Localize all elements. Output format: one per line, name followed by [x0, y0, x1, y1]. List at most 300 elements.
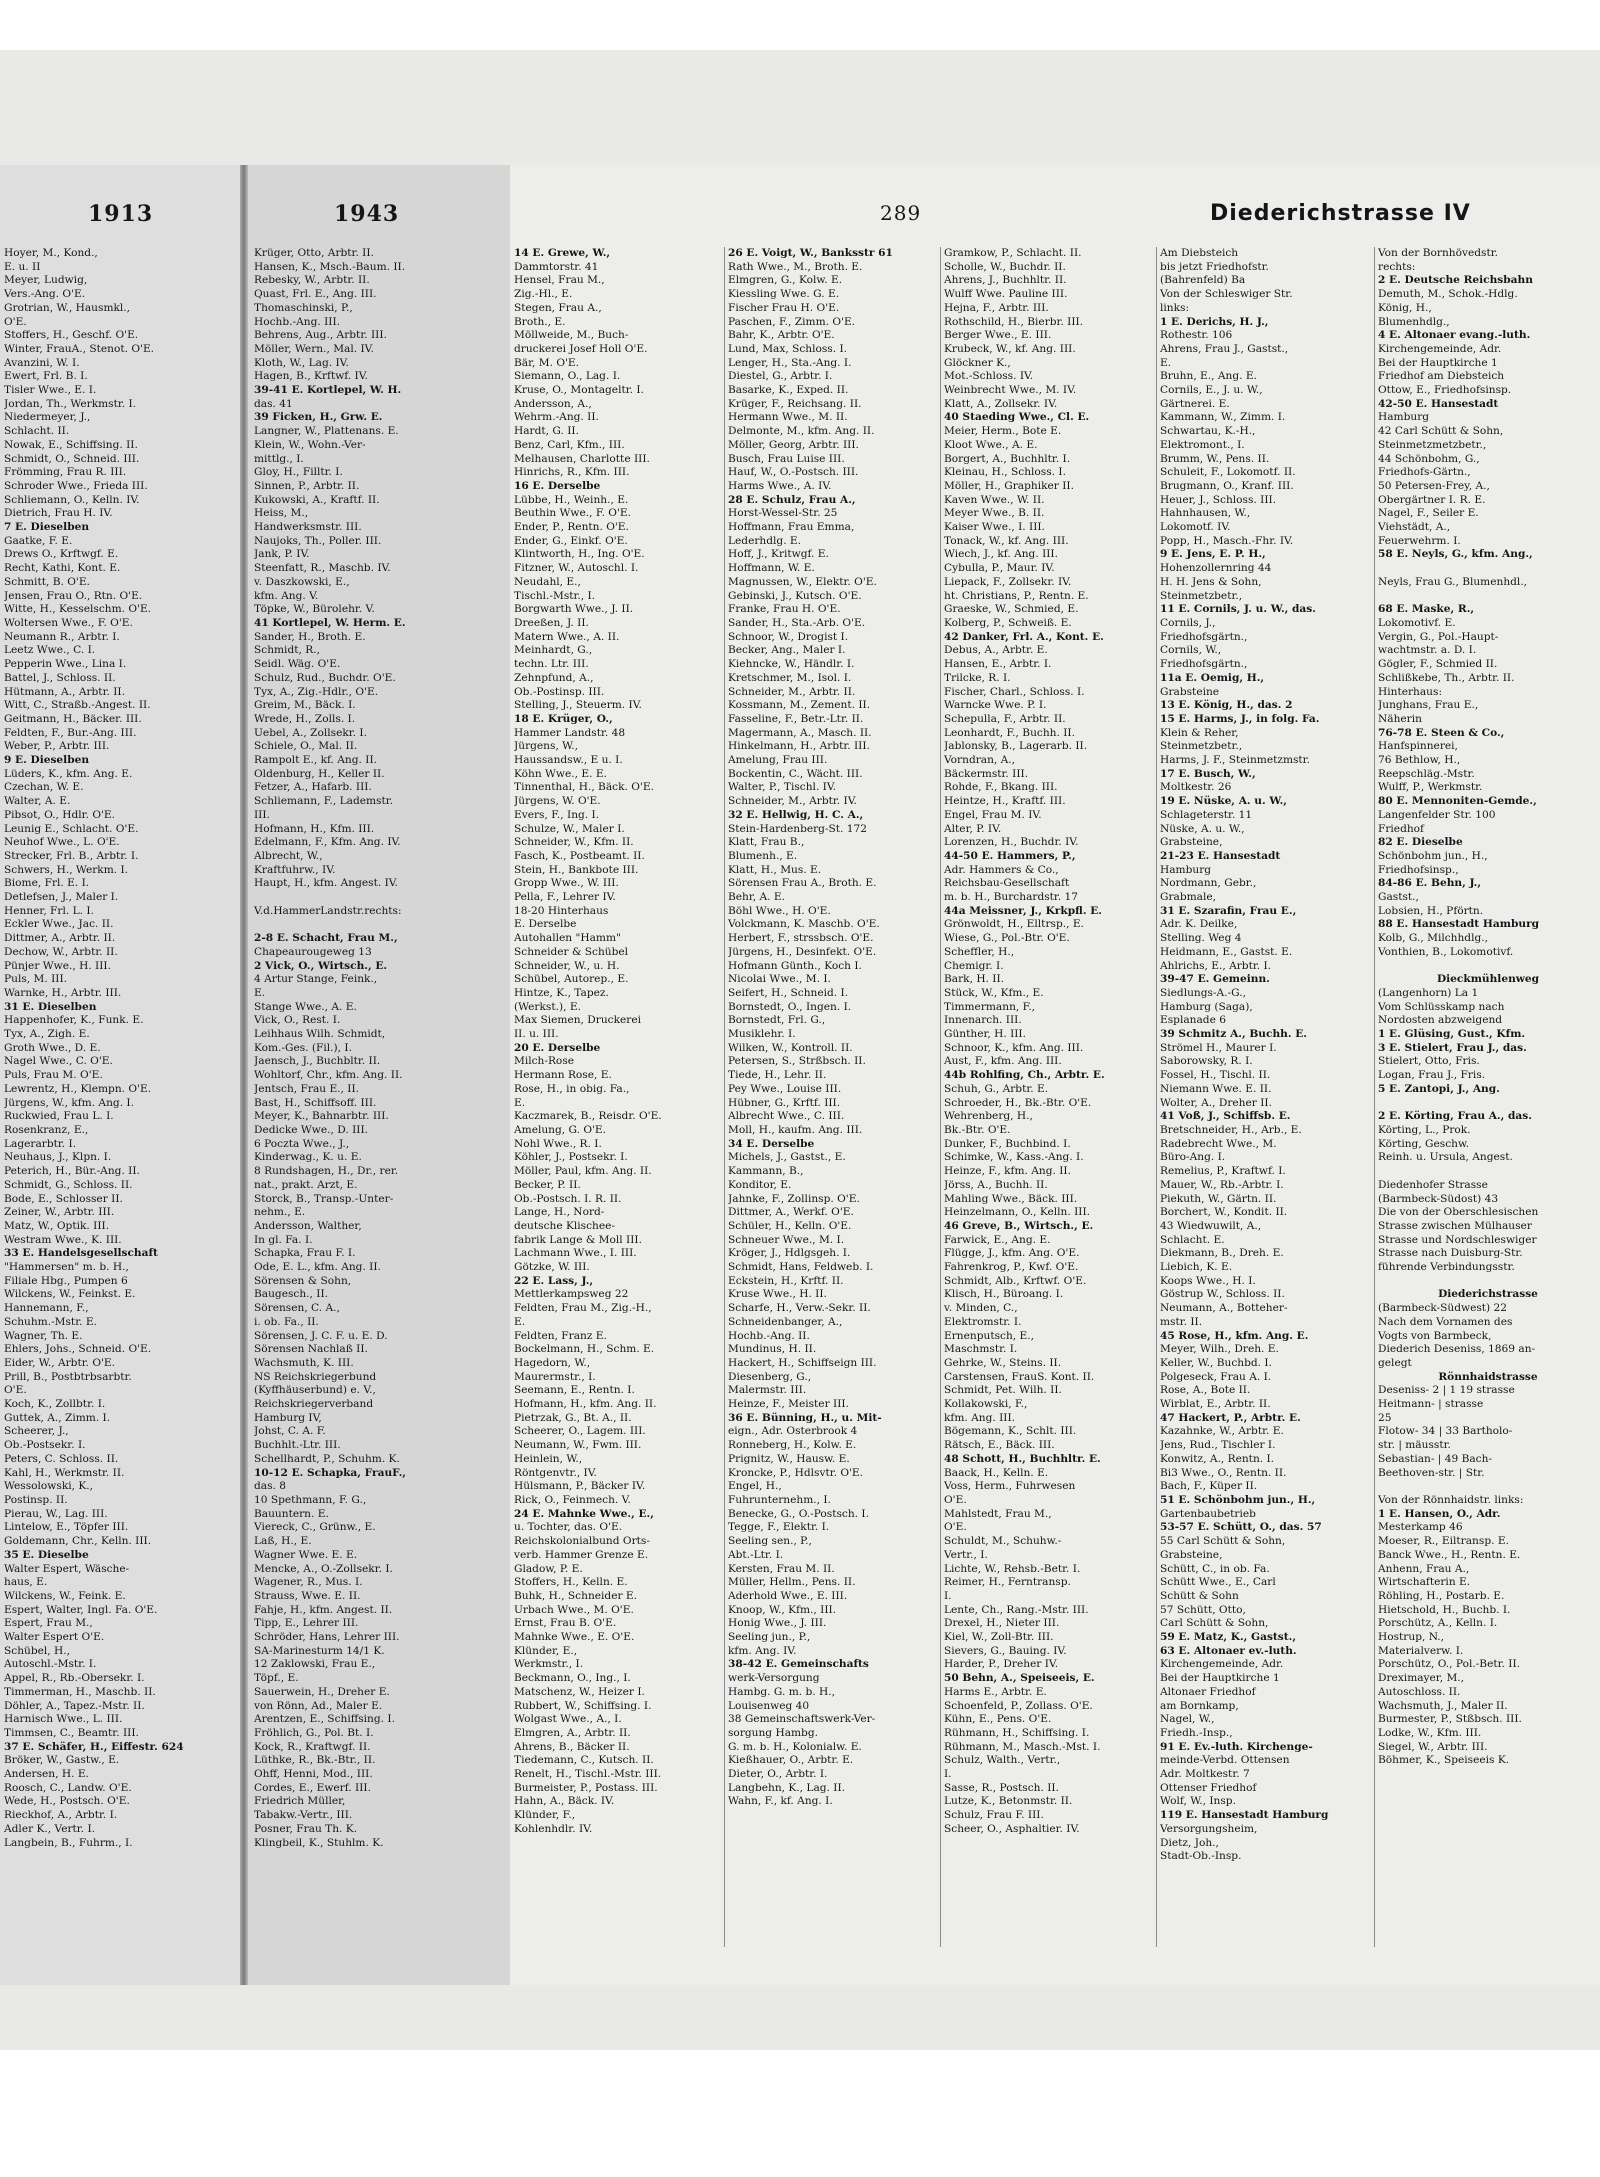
directory-line: Nohl Wwe., R. I. [514, 1137, 602, 1150]
directory-line: 16 E. Derselbe [514, 479, 601, 492]
directory-line: Diestel, G., Arbtr. I. [728, 370, 833, 383]
directory-line: Kammann, W., Zimm. I. [1160, 411, 1286, 424]
directory-line: Schulz, Frau F. III. [944, 1809, 1044, 1822]
directory-line: Grönwoldt, H., Elltrsp., E. [944, 918, 1084, 931]
directory-line: Heiss, M., [254, 507, 309, 520]
directory-line: Chapeaurougeweg 13 [254, 945, 372, 958]
directory-line: Tiede, H., Lehr. II. [728, 1069, 827, 1082]
directory-line: Baugesch., II. [254, 1288, 329, 1301]
directory-line: Kirchengemeinde, Adr. [1160, 1658, 1284, 1671]
directory-line: 31 E. Szarafin, Frau E., [1160, 904, 1297, 917]
directory-line: Schneuer Wwe., M. I. [728, 1233, 845, 1246]
directory-line: Friedhofsinsp., [1378, 863, 1459, 876]
directory-line: Jürgens, W., kfm. Ang. I. [4, 1096, 134, 1109]
directory-line: Laß, H., E. [254, 1535, 312, 1548]
directory-line: Delmonte, M., kfm. Ang. II. [728, 425, 875, 438]
directory-line: Dammtorstr. 41 [514, 260, 599, 273]
directory-line: 40 Staeding Wwe., Cl. E. [944, 411, 1090, 424]
directory-line: 39 Ficken, H., Grw. E. [254, 411, 383, 424]
directory-line: Schmidt, R., [254, 644, 320, 657]
directory-line: Bornstedt, Frl. G., [728, 1014, 826, 1027]
directory-line: E. [514, 1315, 526, 1328]
directory-line: Cornils, E., J. u. W., [1160, 384, 1263, 397]
directory-line: Matern Wwe., A. II. [514, 630, 620, 643]
directory-line: Aderhold Wwe., E. III. [728, 1589, 848, 1602]
directory-line: Kleinau, H., Schloss. I. [944, 466, 1066, 479]
directory-line: König, H., [1378, 301, 1432, 314]
directory-line: Schepulla, F., Arbtr. II. [944, 712, 1066, 725]
directory-line: 82 E. Dieselbe [1378, 836, 1463, 849]
directory-line: Möller, Georg, Arbtr. III. [728, 438, 859, 451]
directory-line: 2 E. Körting, Frau A., das. [1378, 1110, 1532, 1123]
directory-line: Klingbeil, K., Stuhlm. K. [254, 1836, 384, 1849]
directory-line: Bi3 Wwe., O., Rentn. II. [1160, 1466, 1287, 1479]
directory-line: 2-8 E. Schacht, Frau M., [254, 932, 398, 945]
directory-line: Mahling Wwe., Bäck. III. [944, 1192, 1078, 1205]
directory-line: Stück, W., Kfm., E. [944, 986, 1044, 999]
directory-line: Feldten, F., Bur.-Ang. III. [4, 726, 137, 739]
directory-line: Berger Wwe., E. III. [944, 329, 1052, 342]
directory-line: eign., Adr. Osterbrook 4 [728, 1425, 858, 1438]
directory-line: Basarke, K., Exped. II. [728, 384, 849, 397]
directory-line: 10-12 E. Schapka, FrauF., [254, 1466, 406, 1479]
directory-line: III. [254, 808, 270, 821]
directory-line: Hinkelmann, H., Arbtr. III. [728, 740, 870, 753]
directory-line: Langenfelder Str. 100 [1378, 808, 1496, 821]
directory-line: Tyx, A., Zig.-Hdlr., O'E. [254, 685, 379, 698]
directory-line: Andersen, H. E. [4, 1768, 89, 1781]
directory-line: druckerei Josef Holl O'E. [514, 342, 648, 355]
directory-line: Bauuntern. E. [254, 1507, 329, 1520]
directory-line: H. H. Jens & Sohn, [1160, 575, 1262, 588]
directory-line: 51 E. Schönbohm jun., H., [1160, 1493, 1316, 1506]
directory-line: Jahnke, F., Zollinsp. O'E. [728, 1192, 860, 1205]
directory-line: Abt.-Ltr. I. [728, 1548, 784, 1561]
directory-line: Flotow- 34 | 33 Bartholo- [1378, 1425, 1513, 1438]
directory-line: Witte, H., Kesselschm. O'E. [4, 603, 152, 616]
directory-line: Espert, Walter, Ingl. Fa. O'E. [4, 1603, 158, 1616]
directory-line: Aust, F., kfm. Ang. III. [944, 1055, 1062, 1068]
directory-line: E. [254, 986, 266, 999]
directory-line: Burmester, P., Stßbsch. III. [1378, 1713, 1522, 1726]
directory-line: Anhenn, Frau A., [1378, 1562, 1470, 1575]
directory-line: Benecke, G., O.-Postsch. I. [728, 1507, 869, 1520]
directory-line: Meinhardt, G., [514, 644, 593, 657]
directory-line: Jablonsky, B., Lagerarb. II. [944, 740, 1088, 753]
directory-line: Vom Schlüsskamp nach [1378, 1000, 1505, 1013]
directory-line: Schütt Wwe., E., Carl [1160, 1576, 1276, 1589]
directory-line: Fröhlich, G., Pol. Bt. I. [254, 1726, 374, 1739]
directory-line [1378, 1165, 1598, 1179]
directory-line: Grabsteine, [1160, 836, 1223, 849]
directory-line: Steinmetzmetzbetr., [1378, 438, 1487, 451]
directory-line: 21-23 E. Hansestadt [1160, 849, 1281, 862]
directory-line: das. 8 [254, 1480, 287, 1493]
directory-line: Gögler, F., Schmied II. [1378, 658, 1498, 671]
directory-line: Siegel, W., Arbtr. III. [1378, 1740, 1488, 1753]
directory-line: Thomaschinski, P., [254, 301, 353, 314]
directory-line: Meyer, Wilh., Dreh. E. [1160, 1343, 1279, 1356]
directory-line: Pünjer Wwe., H. III. [4, 959, 111, 972]
directory-line: Langbein, B., Fuhrm., I. [4, 1836, 133, 1849]
directory-line: Matz, W., Optik. III. [4, 1219, 110, 1232]
directory-line: Bei der Hauptkirche 1 [1378, 356, 1498, 369]
column-rule [1374, 247, 1375, 1947]
directory-line: Gramkow, P., Schlacht. II. [944, 247, 1082, 259]
directory-line: Stein, H., Bankbote III. [514, 863, 639, 876]
directory-line: Kühn, E., Pens. O'E. [944, 1713, 1052, 1726]
directory-line: Konwitz, A., Rentn. I. [1160, 1452, 1275, 1465]
directory-line: Tiedemann, C., Kutsch. II. [514, 1754, 654, 1767]
directory-line: mstr. II. [1160, 1315, 1203, 1328]
directory-line: I. [944, 1589, 952, 1602]
directory-line: Möller, Wern., Mal. IV. [254, 342, 374, 355]
directory-line: E. [514, 1096, 526, 1109]
column-rule [940, 247, 941, 1947]
directory-line: Bär, M. O'E. [514, 356, 580, 369]
directory-line: Leetz Wwe., C. I. [4, 644, 96, 657]
directory-line: Köhn Wwe., E. E. [514, 767, 607, 780]
directory-line: Paschen, F., Zimm. O'E. [728, 315, 856, 328]
directory-line: E. Derselbe [514, 918, 577, 931]
directory-line: Jürgens, W., [514, 740, 578, 753]
directory-line: Lokomotivf. E. [1378, 616, 1456, 629]
directory-line: Bäckermstr. III. [944, 767, 1029, 780]
directory-line: Chemigr. I. [944, 959, 1004, 972]
middle-page-fragment [248, 165, 510, 1985]
directory-line: Kukowski, A., Kraftf. II. [254, 493, 380, 506]
directory-line: 9 E. Dieselben [4, 754, 90, 767]
directory-line: Schlacht. II. [4, 425, 70, 438]
directory-line: Grabsteine [1160, 685, 1220, 698]
directory-line: Cordes, E., Ewerf. III. [254, 1781, 371, 1794]
directory-line: Lund, Max, Schloss. I. [728, 342, 848, 355]
directory-line: wachtmstr. a. D. I. [1378, 644, 1477, 657]
directory-line: Lorenzen, H., Buchdr. IV. [944, 836, 1079, 849]
directory-line: Köhler, J., Postsekr. I. [514, 1151, 628, 1164]
directory-line: Hanfspinnerei, [1378, 740, 1458, 753]
directory-line: meinde-Verbd. Ottensen [1160, 1754, 1290, 1767]
directory-line: Pella, F., Lehrer IV. [514, 891, 616, 904]
directory-line: Fischer, Charl., Schloss. I. [944, 685, 1085, 698]
directory-line: Von der Bornhövedstr. [1378, 247, 1498, 259]
directory-line: Hansen, K., Msch.-Baum. II. [254, 260, 406, 273]
directory-line: Walter Espert O'E. [4, 1631, 105, 1644]
directory-line: 9 E. Jens, E. P. H., [1160, 548, 1266, 561]
main-page [510, 165, 1600, 1985]
directory-line: Friedhof [1378, 822, 1424, 835]
directory-line: Ohff, Henni, Mod., III. [254, 1768, 373, 1781]
directory-line: Schlißkebe, Th., Arbtr. II. [1378, 671, 1515, 684]
directory-line: Max Siemen, Druckerei [514, 1014, 642, 1027]
directory-line: Harder, P., Dreher IV. [944, 1658, 1059, 1671]
directory-line: Klisch, H., Büroang. I. [944, 1288, 1064, 1301]
directory-line: Nüske, A. u. W., [1160, 822, 1245, 835]
directory-line: Viereck, C., Grünw., E. [254, 1521, 376, 1534]
directory-line: Melhausen, Charlotte III. [514, 452, 650, 465]
directory-line: Biome, Frl. E. I. [4, 877, 90, 890]
directory-line: 34 E. Derselbe [728, 1137, 815, 1150]
directory-line: 41 Kortlepel, W. Herm. E. [254, 616, 406, 629]
directory-line: Walter Espert, Wäsche- [4, 1562, 130, 1575]
directory-line: 53-57 E. Schütt, O., das. 57 [1160, 1521, 1322, 1534]
directory-line: Nach dem Vornamen des [1378, 1315, 1513, 1328]
directory-line: Neudahl, E., [514, 575, 581, 588]
directory-line: 13 E. König, H., das. 2 [1160, 699, 1293, 712]
directory-line: kfm. Ang. V. [254, 589, 319, 602]
directory-line: Hinrichs, R., Kfm. III. [514, 466, 630, 479]
directory-line: Westram Wwe., K. III. [4, 1233, 122, 1246]
directory-line [1378, 590, 1598, 604]
directory-line: Hauf, W., O.-Postsch. III. [728, 466, 859, 479]
directory-line: Timmermann, F., [944, 1000, 1036, 1013]
directory-line: Peterich, H., Bür.-Ang. II. [4, 1165, 140, 1178]
directory-line: Timmsen, C., Beamtr. III. [4, 1726, 139, 1739]
directory-line: Esplanade 6 [1160, 1014, 1226, 1027]
directory-line: Borchert, W., Kondit. II. [1160, 1206, 1288, 1219]
directory-line: Fitzner, W., Autoschl. I. [514, 562, 639, 575]
directory-line: Kock, R., Kraftwgf. II. [254, 1740, 371, 1753]
directory-line: Stoffers, H., Geschf. O'E. [4, 329, 139, 342]
column-rule [1156, 247, 1157, 1947]
directory-line: Schütt & Sohn [1160, 1589, 1239, 1602]
directory-line: Zehnpfund, A., [514, 671, 594, 684]
directory-line: Tisler Wwe., E. I. [4, 384, 97, 397]
directory-line: Ode, E. L., kfm. Ang. II. [254, 1261, 381, 1274]
directory-line: 11 E. Cornils, J. u. W., das. [1160, 603, 1316, 616]
directory-line: Kazahnke, W., Arbtr. E. [1160, 1425, 1284, 1438]
directory-line: Hardt, G. II. [514, 425, 579, 438]
directory-line: Ernst, Frau B. O'E. [514, 1617, 617, 1630]
directory-line: Ahrens, B., Bäcker II. [514, 1740, 630, 1753]
directory-line: Klatt, H., Mus. E. [728, 863, 822, 876]
directory-line: Göstrup W., Schloss. II. [1160, 1288, 1285, 1301]
directory-line: Heinze, F., kfm. Ang. II. [944, 1165, 1071, 1178]
directory-line: Gebinski, J., Kutsch. O'E. [728, 589, 862, 602]
directory-line: Schmidt, O., Schneid. III. [4, 452, 140, 465]
directory-line: Ewert, Frl. B. I. [4, 370, 88, 383]
directory-line: Jürgens, W. O'E. [514, 795, 601, 808]
directory-line: von Rönn, Ad., Maler E. [254, 1699, 383, 1712]
directory-line: Wilken, W., Kontroll. II. [728, 1041, 853, 1054]
directory-line: (Barmbeck-Südost) 43 [1378, 1192, 1499, 1205]
directory-line: gelegt [1378, 1356, 1412, 1369]
directory-line: 1 E. Glüsing, Gust., Kfm. [1378, 1028, 1526, 1041]
directory-line: NS Reichskriegerbund [254, 1370, 377, 1383]
directory-line: Leunig E., Schlacht. O'E. [4, 822, 139, 835]
directory-line: Kinderwag., K. u. E. [254, 1151, 362, 1164]
directory-line: Meier, Herm., Bote E. [944, 425, 1062, 438]
directory-line: Liepack, F., Zollsekr. IV. [944, 575, 1072, 588]
directory-line: Stein-Hardenberg-St. 172 [728, 822, 868, 835]
directory-line: Körting, L., Prok. [1378, 1124, 1471, 1136]
directory-line: 39-47 E. Gemeinn. [1160, 973, 1270, 986]
directory-line: Posner, Frau Th. K. [254, 1822, 358, 1835]
directory-line: Frömming, Frau R. III. [4, 466, 127, 479]
directory-line: Avanzini, W. I. [4, 356, 80, 369]
column-mid [254, 247, 506, 1850]
directory-line: Steenfatt, R., Maschb. IV. [254, 562, 391, 575]
directory-line: Friedh.-Insp., [1160, 1726, 1233, 1739]
directory-line: 44a Meissner, J., Krkpfl. E. [944, 904, 1102, 917]
directory-line: Witt, C., Straßb.-Angest. II. [4, 699, 151, 712]
column-6 [1160, 247, 1372, 1864]
directory-line: Heinze, F., Meister III. [728, 1398, 849, 1411]
directory-line: O'E. [4, 1384, 27, 1397]
directory-line: Kruse Wwe., H. II. [728, 1288, 827, 1301]
directory-line: Schmidt, Alb., Krftwf. O'E. [944, 1274, 1087, 1287]
directory-line: Tabakw.-Vertr., III. [254, 1809, 353, 1822]
directory-line: Rampolt E., kf. Ang. II. [254, 754, 378, 767]
directory-line: Heinzelmann, O., Kelln. III. [944, 1206, 1091, 1219]
directory-line: 11a E. Oemig, H., [1160, 671, 1265, 684]
directory-line: Möllweide, M., Buch- [514, 329, 629, 342]
directory-line: Andersson, A., [514, 397, 592, 410]
directory-line: Tipp, E., Lehrer III. [254, 1617, 359, 1630]
directory-line: Herbert, F., strssbsch. O'E. [728, 932, 874, 945]
directory-line: Hietschold, H., Buchb. I. [1378, 1603, 1511, 1616]
directory-line: Schneider, W., Kfm. II. [514, 836, 634, 849]
directory-line: Konditor, E. [728, 1178, 792, 1191]
directory-line: Hackert, H., Schiffseign III. [728, 1356, 877, 1369]
directory-line [1378, 960, 1598, 974]
directory-line: Rath Wwe., M., Broth. E. [728, 260, 863, 273]
directory-line: Elektromstr. I. [944, 1315, 1022, 1328]
directory-line: Schneidenbanger, A., [728, 1315, 843, 1328]
directory-line: O'E. [944, 1493, 967, 1506]
directory-line: Kruse, O., Montageltr. I. [514, 384, 644, 397]
directory-line: Schliemann, F., Lademstr. [254, 795, 394, 808]
directory-line: Lagerarbtr. I. [4, 1137, 77, 1150]
directory-line: deutsche Klischee- [514, 1219, 615, 1232]
directory-line: Mauer, W., Rb.-Arbtr. I. [1160, 1178, 1284, 1191]
directory-line: Rothschild, H., Bierbr. III. [944, 315, 1084, 328]
directory-line: Flügge, J., kfm. Ang. O'E. [944, 1247, 1080, 1260]
directory-line: E. [1160, 356, 1172, 369]
directory-line: Kloot Wwe., A. E. [944, 438, 1038, 451]
directory-line: Keller, W., Buchbd. I. [1160, 1356, 1272, 1369]
directory-line: Storck, B., Transp.-Unter- [254, 1192, 394, 1205]
directory-line: Wehrenberg, H., [944, 1110, 1033, 1123]
directory-line: Seifert, H., Schneid. I. [728, 986, 849, 999]
directory-line: Schneider & Schübel [514, 945, 629, 958]
directory-line: Gladow, P. E. [514, 1562, 583, 1575]
directory-line: Friedhofsgärtn., [1160, 658, 1248, 671]
directory-line: (Langenhorn) La 1 [1378, 986, 1479, 999]
directory-line: v. Daszkowski, E., [254, 575, 350, 588]
directory-line: Tinnenthal, H., Bäck. O'E. [514, 781, 654, 794]
directory-line: Neuhaus, J., Klpn. I. [4, 1151, 112, 1164]
column-4 [728, 247, 938, 1809]
directory-line: Harms Wwe., A. IV. [728, 479, 832, 492]
directory-line: Moeser, R., Eiltransp. E. [1378, 1535, 1509, 1548]
directory-line: Schmidt, Hans, Feldweb. I. [728, 1261, 874, 1274]
directory-line: techn. Ltr. III. [514, 658, 589, 671]
directory-line: Koch, K., Zollbtr. I. [4, 1398, 106, 1411]
directory-line: Vers.-Ang. O'E. [4, 288, 86, 301]
directory-line: Kohlenhdlr. IV. [514, 1822, 593, 1835]
directory-line: Näherin [1378, 712, 1422, 725]
directory-line: Louisenweg 40 [728, 1699, 810, 1712]
directory-line: Friedhofsgärtn., [1160, 630, 1248, 643]
directory-line: Vonthien, B., Lokomotivf. [1378, 945, 1514, 958]
directory-line: Dunker, F., Buchbind. I. [944, 1137, 1071, 1150]
directory-line: Lobsien, H., Pförtn. [1378, 904, 1484, 917]
directory-line: 47 Hackert, P., Arbtr. E. [1160, 1411, 1301, 1424]
directory-line: Bk.-Btr. O'E. [944, 1124, 1011, 1136]
directory-line: Schulz, Walth., Vertr., [944, 1754, 1061, 1767]
directory-line: Harnisch Wwe., L. III. [4, 1713, 123, 1726]
directory-line: 3 E. Stielert, Frau J., das. [1378, 1041, 1527, 1054]
directory-line: Naujoks, Th., Poller. III. [254, 534, 382, 547]
directory-line: Volckmann, K. Maschb. O'E. [728, 918, 880, 931]
left-page-fragment [0, 165, 240, 1985]
directory-line: Brugmann, O., Kranf. III. [1160, 479, 1294, 492]
directory-line: Meyer, Ludwig, [4, 274, 88, 287]
directory-line: Eider, W., Arbtr. O'E. [4, 1356, 116, 1369]
directory-line: Rätsch, E., Bäck. III. [944, 1439, 1055, 1452]
directory-line: Graeske, W., Schmied, E. [944, 603, 1079, 616]
directory-line: Schneider, W., u. H. [514, 959, 620, 972]
directory-line: Wagner Wwe. E. E. [254, 1548, 358, 1561]
directory-line: Ender, P., Rentn. O'E. [514, 521, 629, 534]
directory-line: Dedicke Wwe., D. III. [254, 1124, 369, 1136]
directory-line: Walter, A. E. [4, 795, 71, 808]
directory-line: Pey Wwe., Louise III. [728, 1082, 842, 1095]
directory-line: Fetzer, A., Hafarb. III. [254, 781, 372, 794]
directory-line: Blumenh., E. [728, 849, 798, 862]
directory-line: ht. Christians, P., Rentn. E. [944, 589, 1089, 602]
directory-line: 57 Schütt, Otto, [1160, 1603, 1246, 1616]
directory-line: Warnke, H., Arbtr. III. [4, 986, 122, 999]
directory-line: Rühmann, M., Masch.-Mst. I. [944, 1740, 1101, 1753]
directory-line: Ottow, E., Friedhofsinsp. [1378, 384, 1512, 397]
directory-line: 19 E. Nüske, A. u. W., [1160, 795, 1287, 808]
directory-line: Vergin, G., Pol.-Haupt- [1378, 630, 1499, 643]
directory-line: Fasseline, F., Betr.-Ltr. II. [728, 712, 864, 725]
directory-line: 119 E. Hansestadt Hamburg [1160, 1809, 1329, 1822]
directory-line: Hansen, E., Arbtr. I. [944, 658, 1052, 671]
directory-line: Wrede, H., Zolls. I. [254, 712, 356, 725]
directory-line: 33 E. Handelsgesellschaft [4, 1247, 158, 1260]
directory-line: Harms, J. F., Steinmetzmstr. [1160, 754, 1310, 767]
directory-line: Dechow, W., Arbtr. II. [4, 945, 118, 958]
directory-line: Ob.-Postsekr. I. [4, 1439, 86, 1452]
directory-line: 88 E. Hansestadt Hamburg [1378, 918, 1540, 931]
directory-line: 45 Rose, H., kfm. Ang. E. [1160, 1329, 1309, 1342]
directory-line: 76 Bethlow, H., [1378, 754, 1461, 767]
directory-line: Klatt, A., Zollsekr. IV. [944, 397, 1058, 410]
directory-line: Tonack, W., kf. Ang. III. [944, 534, 1069, 547]
directory-line: 17 E. Busch, W., [1160, 767, 1256, 780]
directory-line: Lokomotf. IV. [1160, 521, 1231, 534]
directory-line: Elmgren, G., Kolw. E. [728, 274, 843, 287]
directory-line: Buchhlt.-Ltr. III. [254, 1439, 341, 1452]
directory-line: Von der Rönnhaidstr. links: [1378, 1493, 1524, 1506]
directory-line: Schwartau, K.-H., [1160, 425, 1256, 438]
directory-line: Innenarch. III. [944, 1014, 1022, 1027]
directory-line: 22 E. Lass, J., [514, 1274, 594, 1287]
directory-line: 41 Voß, J., Schiffsb. E. [1160, 1110, 1291, 1123]
directory-line: Sinnen, P., Arbtr. II. [254, 479, 360, 492]
directory-line: Diederichstrasse [1438, 1288, 1538, 1301]
directory-line [1378, 1480, 1598, 1494]
directory-line: Eckstein, H., Krftf. II. [728, 1274, 844, 1287]
directory-line: Albrecht, W., [254, 849, 323, 862]
directory-line: Hoffmann, Frau Emma, [728, 521, 855, 534]
directory-line: Fuhrunternehm., I. [728, 1493, 831, 1506]
directory-line: Schnoor, W., Drogist I. [728, 630, 849, 643]
